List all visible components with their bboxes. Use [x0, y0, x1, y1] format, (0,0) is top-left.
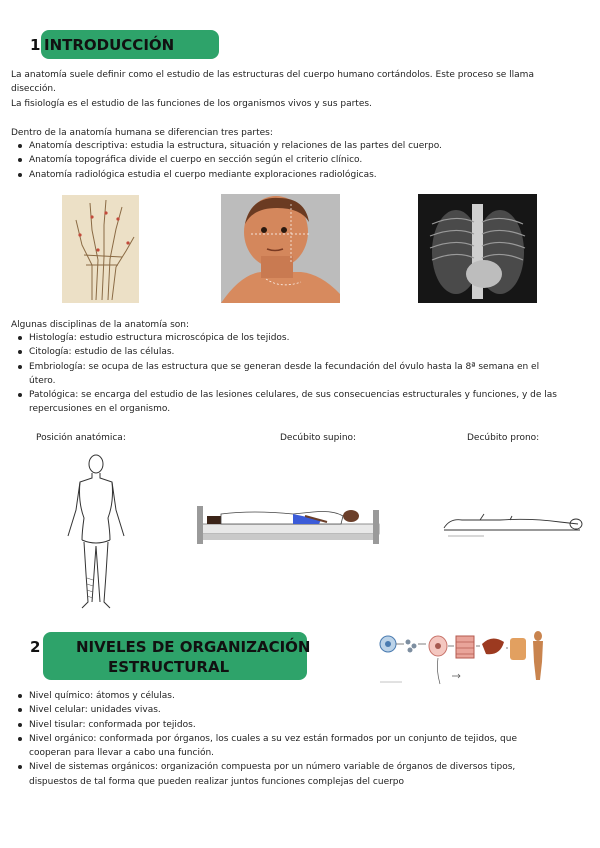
section-2-title-line-2: ESTRUCTURAL: [108, 658, 230, 676]
anatomical-position-caption: Posición anatómica:: [36, 433, 126, 443]
supine-position-caption: Decúbito supino:: [280, 433, 357, 443]
physiology-definition: La fisiología es el estudio de las funciones de los organismos vivos y sus partes.: [11, 99, 372, 109]
list-item: Nivel químico: átomos y células.: [11, 689, 596, 703]
list-item: Nivel de sistemas orgánicos: organización compuesta por un número variable de órganos de diversos tipos,: [11, 760, 596, 774]
list-item: Nivel tisular: conformada por tejidos.: [11, 718, 596, 732]
supine-position-figure: [193, 498, 383, 546]
list-item-continuation: útero.: [29, 375, 56, 386]
hand-anatomy-illustration: [62, 195, 139, 303]
prone-position-caption: Decúbito prono:: [467, 433, 540, 443]
list-item: Patológica: se encarga del estudio de las lesiones celulares, de sus consecuencias estructurales y funciones, y de las: [11, 388, 596, 402]
list-item: Histología: estudio estructura microscópica de los tejidos.: [11, 331, 596, 345]
chest-xray-image: [418, 194, 537, 303]
list-item-continuation: dispuestos de tal forma que pueden realizar juntos funciones complejas del cuerpo: [29, 776, 405, 787]
anatomy-parts-list: [11, 139, 591, 182]
list-item-continuation: cooperan para llevar a cabo una función.: [29, 748, 215, 759]
section-1-title: INTRODUCCIÓN: [44, 36, 175, 54]
disciplines-list: [11, 331, 596, 417]
section-1-number: 1: [30, 36, 41, 54]
anatomy-parts-intro: Dentro de la anatomía humana se diferencian tres partes:: [11, 128, 273, 138]
intro-line-2: disección.: [11, 84, 56, 94]
list-item: Nivel celular: unidades vivas.: [11, 703, 596, 717]
list-item: Anatomía descriptiva: estudia la estructura, situación y relaciones de las partes del cuerpo.: [11, 139, 591, 153]
list-item: Embriología: se ocupa de las estructura que se generan desde la fecundación del óvulo hasta la 8ª semana en el: [11, 360, 596, 374]
list-item: Anatomía radiológica estudia el cuerpo mediante exploraciones radiológicas.: [11, 168, 591, 182]
intro-line-1: La anatomía suele definir como el estudio de las estructuras del cuerpo humano cortándolos. Este proceso se llama: [11, 70, 534, 80]
organization-levels-diagram: [376, 630, 550, 688]
section-2-number: 2: [30, 638, 41, 656]
anatomical-position-figure: [56, 452, 136, 612]
list-item-continuation: repercusiones en el organismo.: [29, 404, 171, 415]
head-topography-illustration: [221, 194, 340, 303]
list-item: Citología: estudio de las células.: [11, 345, 596, 359]
organization-levels-list: [11, 689, 596, 789]
section-2-title-line-1: NIVELES DE ORGANIZACIÓN: [76, 638, 311, 656]
disciplines-intro: Algunas disciplinas de la anatomía son:: [11, 320, 190, 330]
list-item: Nivel orgánico: conformada por órganos, los cuales a su vez están formados por un conjunto de tejidos, que: [11, 732, 596, 746]
prone-position-figure: [440, 508, 590, 540]
list-item: Anatomía topográfica divide el cuerpo en sección según el criterio clínico.: [11, 153, 591, 167]
